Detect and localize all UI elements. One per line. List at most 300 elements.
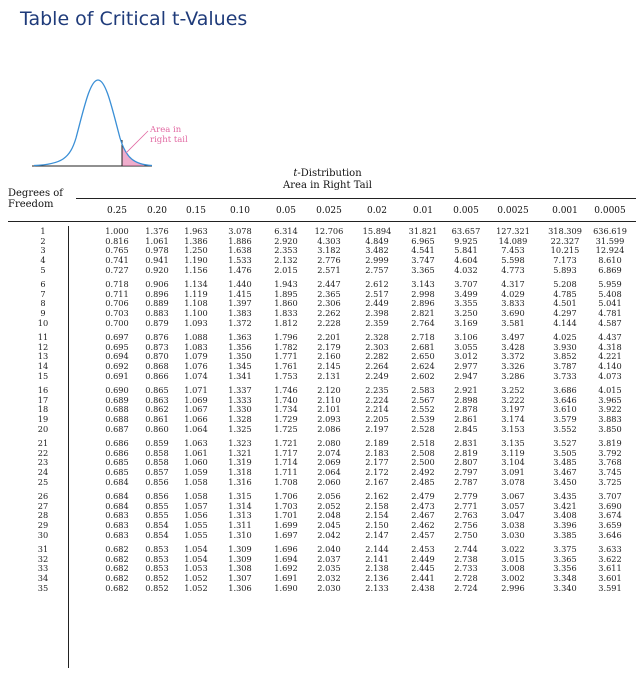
column-header: 0.005	[453, 206, 479, 216]
critical-value-cell: 1.069	[184, 394, 208, 405]
tail-label	[150, 125, 188, 145]
critical-value-cell: 2.462	[411, 520, 435, 531]
tail-label-line2: right tail	[150, 135, 188, 145]
critical-value-cell: 0.706	[105, 298, 129, 309]
table-row	[0, 372, 643, 382]
tail-label-line1: Area in	[150, 125, 182, 135]
critical-value-cell: 2.977	[454, 361, 478, 372]
tail-label-leader	[126, 131, 148, 153]
critical-value-cell: 0.853	[145, 553, 169, 564]
critical-value-cell: 2.612	[365, 279, 389, 289]
critical-value-cell: 0.684	[105, 491, 129, 501]
critical-value-cell: 1.076	[184, 361, 208, 372]
critical-value-cell: 1.694	[274, 553, 298, 564]
critical-value-cell: 1.063	[184, 438, 208, 448]
critical-value-cell: 1.056	[184, 510, 208, 521]
critical-value-cell: 0.861	[145, 414, 169, 425]
critical-value-cell: 3.610	[553, 404, 577, 415]
critical-value-cell: 3.965	[598, 394, 622, 405]
critical-value-cell: 1.134	[184, 279, 208, 289]
critical-value-cell: 2.947	[454, 370, 478, 381]
critical-value-cell: 2.060	[317, 476, 341, 487]
critical-value-cell: 3.792	[598, 447, 622, 458]
critical-value-cell: 0.889	[145, 298, 169, 309]
critical-value-cell: 1.328	[228, 414, 252, 425]
critical-value-cell: 0.765	[105, 245, 129, 256]
critical-value-cell: 3.326	[501, 361, 525, 372]
table-row	[0, 584, 643, 594]
df-cell: 7	[40, 288, 46, 299]
critical-value-cell: 2.147	[365, 529, 389, 540]
critical-value-cell: 1.315	[228, 491, 252, 501]
critical-value-cell: 2.998	[411, 288, 435, 299]
critical-value-cell: 2.449	[365, 298, 389, 309]
df-cell: 12	[37, 341, 49, 352]
critical-value-cell: 3.169	[454, 317, 478, 328]
critical-value-cell: 2.438	[411, 582, 435, 593]
critical-value-cell: 22.327	[550, 235, 580, 246]
critical-value-cell: 2.681	[411, 341, 435, 352]
df-cell: 19	[37, 414, 49, 425]
critical-value-cell: 3.355	[454, 298, 478, 309]
critical-value-cell: 0.906	[145, 279, 169, 289]
critical-value-cell: 2.449	[411, 553, 435, 564]
critical-value-cell: 1.316	[228, 476, 252, 487]
df-cell: 16	[37, 385, 49, 395]
distribution-header	[245, 168, 410, 192]
critical-value-cell: 1.337	[228, 385, 252, 395]
critical-value-cell: 3.182	[317, 245, 341, 256]
critical-value-cell: 1.699	[274, 520, 298, 531]
critical-value-cell: 2.110	[317, 394, 341, 405]
critical-value-cell: 1.058	[184, 476, 208, 487]
critical-value-cell: 0.694	[105, 351, 129, 362]
critical-value-cell: 2.624	[411, 361, 435, 372]
critical-value-cell: 3.078	[228, 226, 252, 236]
critical-value-cell: 4.604	[454, 255, 478, 266]
critical-value-cell: 1.190	[184, 255, 208, 266]
critical-value-cell: 1.711	[274, 467, 298, 478]
critical-value-cell: 2.249	[365, 370, 389, 381]
critical-value-cell: 3.008	[501, 563, 525, 574]
critical-value-cell: 1.345	[228, 361, 252, 372]
critical-value-cell: 1.057	[184, 500, 208, 511]
critical-value-cell: 2.583	[411, 385, 435, 395]
critical-value-cell: 0.685	[105, 457, 129, 468]
critical-value-cell: 3.252	[501, 385, 525, 395]
critical-value-cell: 1.363	[228, 332, 252, 342]
critical-value-cell: 1.119	[184, 288, 208, 299]
critical-value-cell: 2.728	[454, 573, 478, 584]
critical-value-cell: 3.365	[553, 553, 577, 564]
critical-value-cell: 2.552	[411, 404, 435, 415]
critical-value-cell: 4.541	[411, 245, 435, 256]
critical-value-cell: 1.309	[228, 553, 252, 564]
df-cell: 24	[37, 467, 49, 478]
critical-value-cell: 1.706	[274, 491, 298, 501]
critical-value-cell: 2.037	[317, 553, 341, 564]
critical-value-cell: 0.682	[105, 544, 129, 554]
critical-value-cell: 0.688	[105, 404, 129, 415]
critical-value-cell: 1.052	[184, 573, 208, 584]
df-cell: 31	[37, 544, 49, 554]
critical-value-cell: 0.703	[105, 308, 129, 319]
critical-value-cell: 1.060	[184, 457, 208, 468]
df-cell: 27	[37, 500, 49, 511]
critical-value-cell: 3.091	[501, 467, 525, 478]
critical-value-cell: 3.707	[454, 279, 478, 289]
critical-value-cell: 2.999	[365, 255, 389, 266]
critical-value-cell: 2.042	[317, 529, 341, 540]
critical-value-cell: 0.683	[105, 520, 129, 531]
critical-value-cell: 1.725	[274, 423, 298, 434]
critical-value-cell: 2.764	[411, 317, 435, 328]
critical-value-cell: 1.397	[228, 298, 252, 309]
critical-value-cell: 4.029	[501, 288, 525, 299]
critical-value-cell: 12.706	[314, 226, 344, 236]
critical-value-cell: 2.154	[365, 510, 389, 521]
critical-value-cell: 1.330	[228, 404, 252, 415]
critical-value-cell: 3.686	[553, 385, 577, 395]
critical-value-cell: 2.359	[365, 317, 389, 328]
column-header: 0.01	[412, 206, 434, 216]
critical-value-cell: 1.088	[184, 332, 208, 342]
critical-value-cell: 2.131	[317, 370, 341, 381]
critical-value-cell: 2.845	[454, 423, 478, 434]
critical-value-cell: 1.753	[274, 370, 298, 381]
critical-value-cell: 4.587	[598, 317, 622, 328]
critical-value-cell: 2.048	[317, 510, 341, 521]
critical-value-cell: 31.599	[595, 235, 625, 246]
critical-value-cell: 2.328	[365, 332, 389, 342]
df-cell: 18	[37, 404, 49, 415]
critical-value-cell: 2.177	[365, 457, 389, 468]
critical-value-cell: 2.571	[317, 264, 341, 275]
critical-value-cell: 1.771	[274, 351, 298, 362]
critical-value-cell: 0.691	[105, 370, 129, 381]
critical-value-cell: 2.602	[411, 370, 435, 381]
critical-value-cell: 1.055	[184, 529, 208, 540]
critical-value-cell: 2.032	[317, 573, 341, 584]
critical-value-cell: 3.396	[553, 520, 577, 531]
critical-value-cell: 2.136	[365, 573, 389, 584]
critical-value-cell: 3.197	[501, 404, 525, 415]
critical-value-cell: 1.067	[184, 404, 208, 415]
critical-value-cell: 0.682	[105, 582, 129, 593]
critical-value-cell: 5.408	[598, 288, 622, 299]
critical-value-cell: 1.383	[228, 308, 252, 319]
critical-value-cell: 2.797	[454, 467, 478, 478]
critical-value-cell: 0.978	[145, 245, 169, 256]
critical-value-cell: 2.896	[411, 298, 435, 309]
critical-value-cell: 0.876	[145, 332, 169, 342]
critical-value-cell: 2.306	[317, 298, 341, 309]
critical-value-cell: 2.996	[501, 582, 525, 593]
critical-value-cell: 1.083	[184, 341, 208, 352]
critical-value-cell: 3.768	[598, 457, 622, 468]
critical-value-cell: 2.160	[317, 351, 341, 362]
critical-value-cell: 3.787	[553, 361, 577, 372]
critical-value-cell: 1.761	[274, 361, 298, 372]
critical-value-cell: 3.286	[501, 370, 525, 381]
critical-value-cell: 3.078	[501, 476, 525, 487]
critical-value-cell: 0.863	[145, 394, 169, 405]
right-tail-area	[122, 144, 144, 166]
critical-value-cell: 15.894	[362, 226, 392, 236]
critical-value-cell: 1.734	[274, 404, 298, 415]
critical-value-cell: 5.841	[454, 245, 478, 256]
critical-value-cell: 2.750	[454, 529, 478, 540]
critical-value-cell: 0.700	[105, 317, 129, 328]
critical-value-cell: 0.688	[105, 414, 129, 425]
df-cell: 4	[40, 255, 46, 266]
critical-value-cell: 1.054	[184, 553, 208, 564]
critical-value-cell: 4.144	[553, 317, 577, 328]
critical-value-cell: 2.214	[365, 404, 389, 415]
critical-value-cell: 0.857	[145, 467, 169, 478]
critical-value-cell: 0.687	[105, 423, 129, 434]
critical-value-cell: 2.133	[365, 582, 389, 593]
df-cell: 34	[37, 573, 49, 584]
critical-value-cell: 1.717	[274, 447, 298, 458]
critical-value-cell: 1.250	[184, 245, 208, 256]
critical-value-cell: 2.189	[365, 438, 389, 448]
critical-value-cell: 2.757	[365, 264, 389, 275]
critical-value-cell: 1.058	[184, 491, 208, 501]
column-header: 0.25	[106, 206, 128, 216]
column-header: 0.05	[275, 206, 297, 216]
critical-value-cell: 2.457	[411, 529, 435, 540]
critical-value-cell: 4.221	[598, 351, 622, 362]
critical-value-cell: 6.965	[411, 235, 435, 246]
critical-value-cell: 4.849	[365, 235, 389, 246]
critical-value-cell: 3.104	[501, 457, 525, 468]
table-row	[0, 531, 643, 541]
critical-value-cell: 0.858	[145, 457, 169, 468]
critical-value-cell: 1.310	[228, 529, 252, 540]
critical-value-cell: 2.080	[317, 438, 341, 448]
critical-value-cell: 3.690	[501, 308, 525, 319]
critical-value-cell: 1.746	[274, 385, 298, 395]
critical-value-cell: 1.306	[228, 582, 252, 593]
critical-value-cell: 2.771	[454, 500, 478, 511]
critical-value-cell: 4.140	[598, 361, 622, 372]
critical-value-cell: 0.695	[105, 341, 129, 352]
critical-value-cell: 3.591	[598, 582, 622, 593]
critical-value-cell: 3.745	[598, 467, 622, 478]
critical-value-cell: 3.467	[553, 467, 577, 478]
critical-value-cell: 1.690	[274, 582, 298, 593]
df-cell: 17	[37, 394, 49, 405]
critical-value-cell: 2.807	[454, 457, 478, 468]
df-cell: 13	[37, 351, 49, 362]
critical-value-cell: 2.205	[365, 414, 389, 425]
critical-value-cell: 3.922	[598, 404, 622, 415]
critical-value-cell: 4.785	[553, 288, 577, 299]
critical-value-cell: 2.819	[454, 447, 478, 458]
critical-value-cell: 2.861	[454, 414, 478, 425]
critical-value-cell: 0.870	[145, 351, 169, 362]
critical-value-cell: 2.167	[365, 476, 389, 487]
critical-value-cell: 2.183	[365, 447, 389, 458]
critical-value-cell: 2.441	[411, 573, 435, 584]
critical-value-cell: 2.453	[411, 544, 435, 554]
critical-value-cell: 1.156	[184, 264, 208, 275]
critical-value-cell: 2.120	[317, 385, 341, 395]
critical-value-cell: 3.002	[501, 573, 525, 584]
critical-value-cell: 1.311	[228, 520, 252, 531]
critical-value-cell: 7.453	[501, 245, 525, 256]
critical-value-cell: 3.022	[501, 544, 525, 554]
critical-value-cell: 4.318	[598, 341, 622, 352]
critical-value-cell: 3.340	[553, 582, 577, 593]
critical-value-cell: 3.527	[553, 438, 577, 448]
critical-value-cell: 10.215	[550, 245, 580, 256]
critical-value-cell: 1.059	[184, 467, 208, 478]
column-header: 0.10	[229, 206, 251, 216]
critical-value-cell: 3.646	[553, 394, 577, 405]
critical-value-cell: 2.235	[365, 385, 389, 395]
critical-value-cell: 0.697	[105, 332, 129, 342]
critical-value-cell: 0.686	[105, 447, 129, 458]
table-row	[0, 478, 643, 488]
critical-value-cell: 3.611	[598, 563, 622, 574]
critical-value-cell: 2.262	[317, 308, 341, 319]
df-cell: 8	[40, 298, 46, 309]
df-cell: 2	[40, 235, 46, 246]
df-cell: 6	[40, 279, 46, 289]
critical-value-cell: 1.066	[184, 414, 208, 425]
critical-value-cell: 3.601	[598, 573, 622, 584]
critical-value-cell: 0.718	[105, 279, 129, 289]
critical-value-cell: 1.376	[145, 226, 169, 236]
critical-value-cell: 2.197	[365, 423, 389, 434]
critical-value-cell: 0.879	[145, 317, 169, 328]
critical-value-cell: 2.052	[317, 500, 341, 511]
critical-value-cell: 2.074	[317, 447, 341, 458]
critical-value-cell: 3.581	[501, 317, 525, 328]
critical-value-cell: 1.314	[228, 500, 252, 511]
critical-value-cell: 3.497	[501, 332, 525, 342]
critical-value-cell: 5.208	[553, 279, 577, 289]
critical-value-cell: 2.398	[365, 308, 389, 319]
critical-value-cell: 3.057	[501, 500, 525, 511]
critical-value-cell: 2.528	[411, 423, 435, 434]
critical-value-cell: 4.073	[598, 370, 622, 381]
df-cell: 5	[40, 264, 46, 275]
critical-value-cell: 1.740	[274, 394, 298, 405]
critical-value-cell: 2.517	[365, 288, 389, 299]
critical-value-cell: 2.353	[274, 245, 298, 256]
df-cell: 9	[40, 308, 46, 319]
critical-value-cell: 1.000	[105, 226, 129, 236]
critical-value-cell: 0.853	[145, 544, 169, 554]
area-in-right-tail-label: Area in Right Tail	[283, 180, 372, 191]
critical-value-cell: 2.485	[411, 476, 435, 487]
critical-value-cell: 3.733	[553, 370, 577, 381]
critical-value-cell: 3.106	[454, 332, 478, 342]
critical-value-cell: 3.622	[598, 553, 622, 564]
critical-value-cell: 2.473	[411, 500, 435, 511]
critical-value-cell: 2.831	[454, 438, 478, 448]
critical-value-cell: 2.500	[411, 457, 435, 468]
critical-value-cell: 1.061	[145, 235, 169, 246]
critical-value-cell: 3.174	[501, 414, 525, 425]
critical-value-cell: 1.061	[184, 447, 208, 458]
critical-value-cell: 1.714	[274, 457, 298, 468]
critical-value-cell: 1.307	[228, 573, 252, 584]
critical-value-cell: 2.144	[365, 544, 389, 554]
critical-value-cell: 2.821	[411, 308, 435, 319]
critical-value-cell: 4.297	[553, 308, 577, 319]
critical-value-cell: 2.724	[454, 582, 478, 593]
df-cell: 21	[37, 438, 49, 448]
critical-value-cell: 1.064	[184, 423, 208, 434]
critical-value-cell: 1.692	[274, 563, 298, 574]
critical-value-cell: 2.264	[365, 361, 389, 372]
critical-value-cell: 2.492	[411, 467, 435, 478]
critical-value-cell: 1.318	[228, 467, 252, 478]
critical-value-cell: 1.638	[228, 245, 252, 256]
critical-value-cell: 2.756	[454, 520, 478, 531]
critical-value-cell: 2.479	[411, 491, 435, 501]
critical-value-cell: 3.030	[501, 529, 525, 540]
critical-value-cell: 2.145	[317, 361, 341, 372]
critical-value-cell: 1.833	[274, 308, 298, 319]
critical-value-cell: 2.015	[274, 264, 298, 275]
critical-value-cell: 1.691	[274, 573, 298, 584]
critical-value-cell: 2.921	[454, 385, 478, 395]
critical-value-cell: 2.447	[317, 279, 341, 289]
critical-value-cell: 0.920	[145, 264, 169, 275]
critical-value-cell: 1.440	[228, 279, 252, 289]
table-row	[0, 319, 643, 329]
header-bottom-rule	[8, 221, 636, 222]
critical-value-cell: 1.341	[228, 370, 252, 381]
critical-value-cell: 0.852	[145, 573, 169, 584]
critical-value-cell: 2.898	[454, 394, 478, 405]
critical-value-cell: 1.386	[184, 235, 208, 246]
critical-value-cell: 2.064	[317, 467, 341, 478]
critical-value-cell: 0.860	[145, 423, 169, 434]
critical-value-cell: 0.896	[145, 288, 169, 299]
df-cell: 32	[37, 553, 49, 564]
critical-value-cell: 4.437	[598, 332, 622, 342]
critical-value-cell: 1.309	[228, 544, 252, 554]
critical-value-cell: 4.781	[598, 308, 622, 319]
critical-value-cell: 1.415	[228, 288, 252, 299]
critical-value-cell: 1.079	[184, 351, 208, 362]
critical-value-cell: 0.854	[145, 520, 169, 531]
critical-value-cell: 2.445	[411, 563, 435, 574]
critical-value-cell: 3.659	[598, 520, 622, 531]
critical-value-cell: 0.682	[105, 563, 129, 574]
critical-value-cell: 3.852	[553, 351, 577, 362]
critical-value-cell: 3.153	[501, 423, 525, 434]
critical-value-cell: 1.333	[228, 394, 252, 405]
critical-value-cell: 2.172	[365, 467, 389, 478]
critical-value-cell: 2.733	[454, 563, 478, 574]
df-cell: 3	[40, 245, 46, 256]
critical-value-cell: 1.055	[184, 520, 208, 531]
critical-value-cell: 2.158	[365, 500, 389, 511]
critical-value-cell: 1.093	[184, 317, 208, 328]
critical-value-cell: 0.741	[105, 255, 129, 266]
degrees-of-freedom-header: Degrees of Freedom	[8, 188, 63, 210]
critical-value-cell: 3.725	[598, 476, 622, 487]
critical-value-cell: 0.873	[145, 341, 169, 352]
critical-value-cell: 0.683	[105, 529, 129, 540]
